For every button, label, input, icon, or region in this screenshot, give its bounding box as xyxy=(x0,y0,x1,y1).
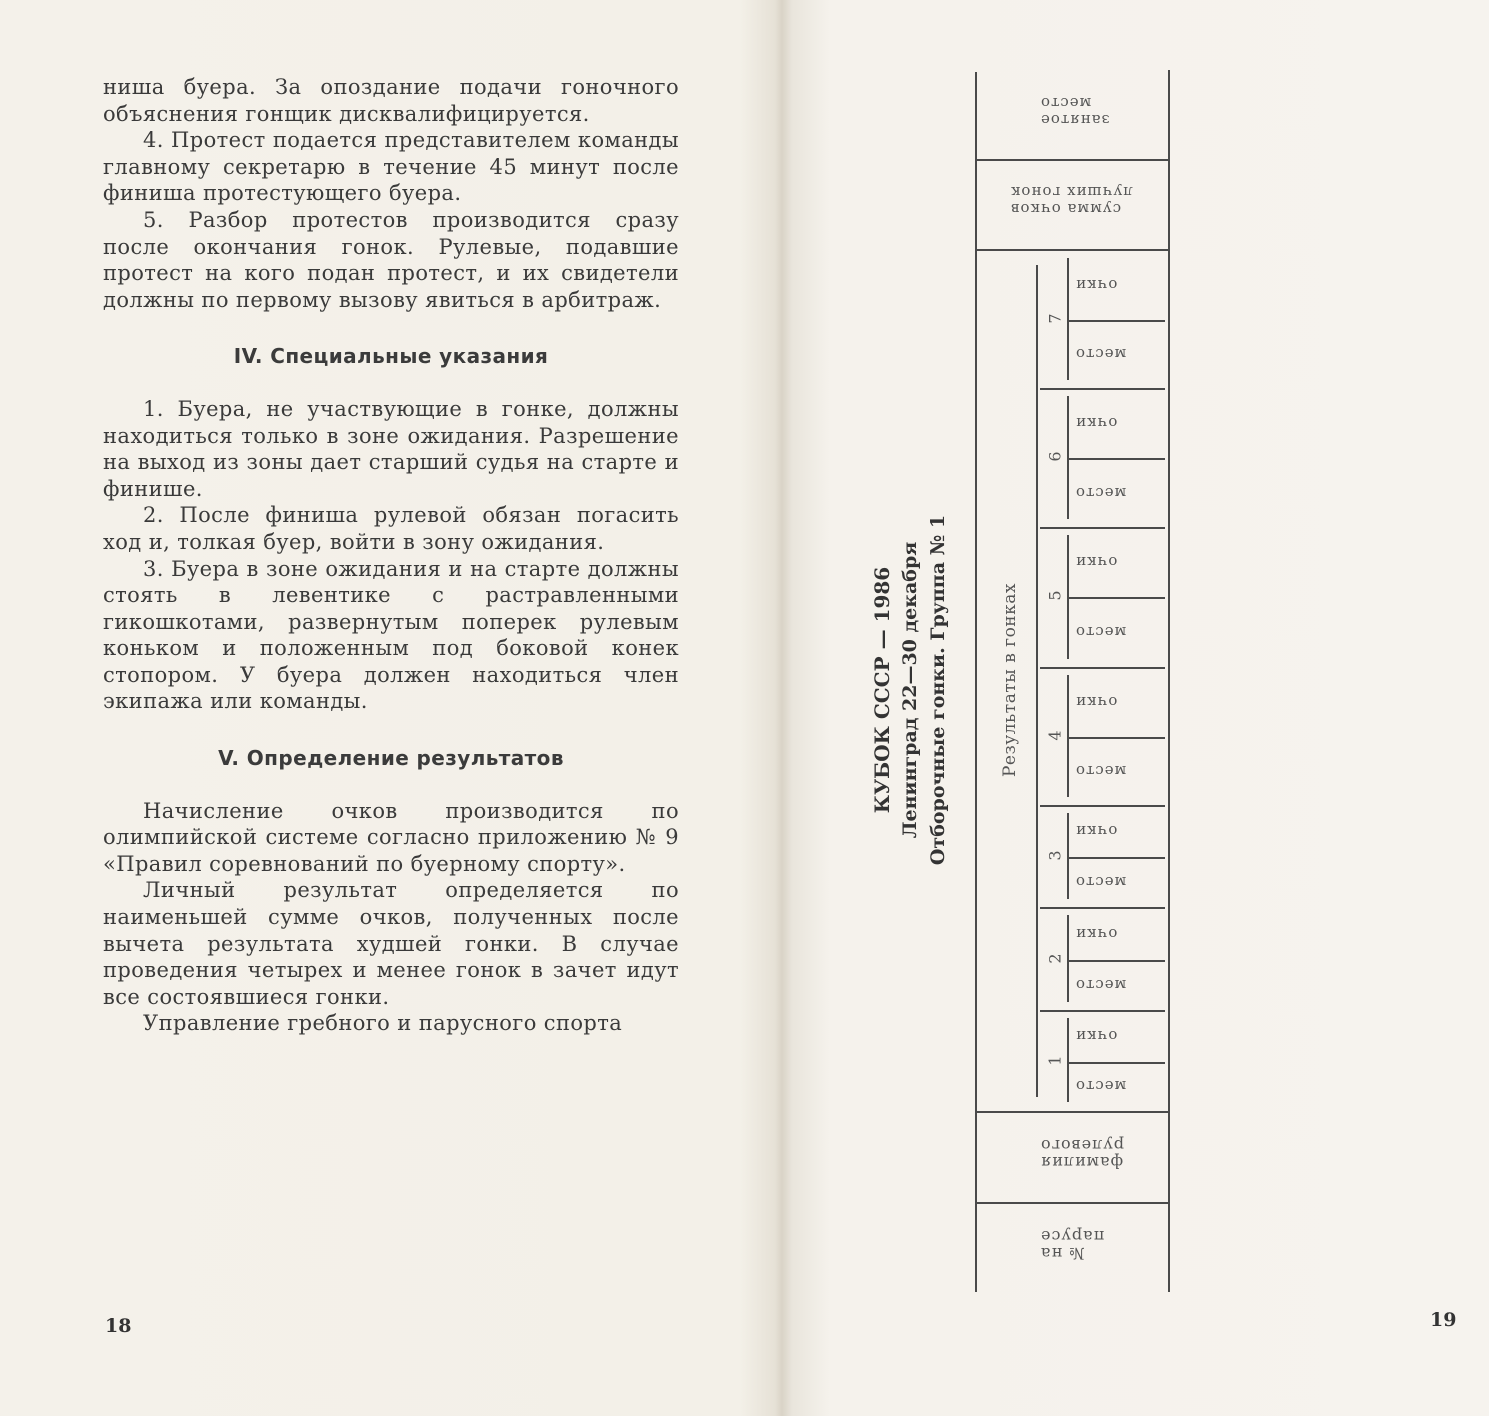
paragraph: 4. Протест подается представителем команды главному секретарю в течение 45 минут после финиша протестующего буера. xyxy=(103,128,679,206)
race-points-label: очки xyxy=(1075,1027,1118,1045)
paragraph: Личный результат определяется по наименьшей сумме очков, полученных после вычета результата худшей гонки. В случае проведения четырех и менее гонок в зачет идут все состоявшиеся гонки. xyxy=(103,878,679,1009)
race-place-label: место xyxy=(1075,1077,1127,1095)
race-points-label: очки xyxy=(1075,553,1118,571)
header-text: сумма очков xyxy=(1010,200,1122,218)
race-place-label: место xyxy=(1075,345,1127,363)
place-points-divider xyxy=(1068,320,1165,322)
paragraph: 3. Буера в зоне ожидания и на старте должны стоять в левентике с растравленными гикошкотами, развернутым поперек рулевым коньком и положенным под боковой конек стопором. У буера должен находиться член экипажа или команды. xyxy=(103,556,679,714)
row-divider xyxy=(976,1202,1168,1204)
race-divider xyxy=(1040,907,1165,909)
race-number: 1 xyxy=(1045,1055,1065,1066)
race-divider xyxy=(1040,805,1165,807)
header-text: парусе xyxy=(1040,1227,1105,1246)
race-place-label: место xyxy=(1075,762,1127,780)
header-sum-points xyxy=(1010,183,1160,217)
race-number: 2 xyxy=(1045,953,1065,964)
row-divider xyxy=(976,249,1168,251)
row-divider xyxy=(976,159,1168,161)
race-inner-divider xyxy=(1067,813,1069,899)
section-4-title: IV. Специальные указания xyxy=(233,344,549,369)
place-points-divider xyxy=(1068,737,1165,739)
header-text: место xyxy=(1040,94,1092,112)
row-divider xyxy=(976,1111,1168,1113)
section-4-body xyxy=(103,396,679,715)
table-border-right xyxy=(1168,70,1170,1292)
paragraph: 5. Разбор протестов производится сразу после окончания гонок. Рулевые, подавшие протест на кого подан протест, и их свидетели должны по первому вызову явиться в арбитраж. xyxy=(103,207,679,312)
paragraph: ниша буера. За опоздание подачи гоночного объяснения гонщик дисквалифицируется. xyxy=(103,75,679,126)
race-divider xyxy=(1040,527,1165,529)
race-points-label: очки xyxy=(1075,693,1118,711)
place-points-divider xyxy=(1068,597,1165,599)
race-place-label: место xyxy=(1075,873,1127,891)
place-points-divider xyxy=(1068,857,1165,859)
page-number-left: 18 xyxy=(105,1315,132,1337)
race-number: 5 xyxy=(1045,590,1065,601)
rules-paragraphs xyxy=(103,74,679,313)
title-line: КУБОК СССР — 1986 xyxy=(870,566,894,814)
race-points-label: очки xyxy=(1075,276,1118,294)
race-inner-divider xyxy=(1067,258,1069,380)
results-divider xyxy=(1036,265,1038,1097)
page-number-right: 19 xyxy=(1430,1309,1457,1331)
table-border-left xyxy=(975,72,977,1292)
header-text: рулевого xyxy=(1040,1136,1124,1155)
race-place-label: место xyxy=(1075,623,1127,641)
race-number: 6 xyxy=(1045,451,1065,462)
race-inner-divider xyxy=(1067,535,1069,659)
race-divider xyxy=(1040,388,1165,390)
race-place-label: место xyxy=(1075,483,1127,502)
place-points-divider xyxy=(1068,458,1165,460)
race-number: 7 xyxy=(1045,313,1065,324)
header-text: фамилия xyxy=(1040,1153,1124,1172)
place-points-divider xyxy=(1068,1062,1165,1064)
paragraph: 1. Буера, не участвующие в гонке, должны находиться только в зоне ожидания. Разрешение на выход из зоны дает старший судья на старте и финише. xyxy=(103,396,679,501)
race-inner-divider xyxy=(1067,396,1069,519)
race-inner-divider xyxy=(1067,915,1069,1002)
title-line: Отборочные гонки. Группа № 1 xyxy=(927,514,949,866)
race-place-label: место xyxy=(1075,976,1127,994)
race-number: 3 xyxy=(1045,850,1065,861)
table-title xyxy=(868,515,952,865)
race-inner-divider xyxy=(1067,675,1069,797)
header-text: № на xyxy=(1040,1244,1085,1263)
race-divider xyxy=(1040,667,1165,669)
header-sail-number xyxy=(1040,1228,1150,1262)
race-points-label: очки xyxy=(1075,414,1118,432)
race-divider xyxy=(1040,1010,1165,1012)
title-line: Ленинград 22—30 декабря xyxy=(899,541,921,839)
header-results: Результаты в гонках xyxy=(1000,583,1020,778)
header-place-taken xyxy=(1040,94,1160,128)
header-text: лучших гонок xyxy=(1010,183,1133,201)
race-inner-divider xyxy=(1067,1018,1069,1102)
signature: Управление гребного и парусного спорта xyxy=(143,1011,623,1036)
race-number: 4 xyxy=(1045,730,1065,741)
paragraph: Начисление очков производится по олимпийской системе согласно приложению № 9 «Правил соревнований по буерному спорту». xyxy=(103,798,679,876)
section-5-body xyxy=(103,798,679,1011)
header-text: занятое xyxy=(1040,111,1110,129)
section-5-title: V. Определение результатов xyxy=(218,746,564,771)
left-page-text xyxy=(103,74,679,1037)
paragraph: 2. После финиша рулевой обязан погасить ход и, толкая буер, войти в зону ожидания. xyxy=(103,503,679,554)
race-points-label: очки xyxy=(1075,822,1118,840)
header-surname xyxy=(1040,1137,1160,1171)
race-points-label: очки xyxy=(1075,924,1118,943)
place-points-divider xyxy=(1068,960,1165,962)
